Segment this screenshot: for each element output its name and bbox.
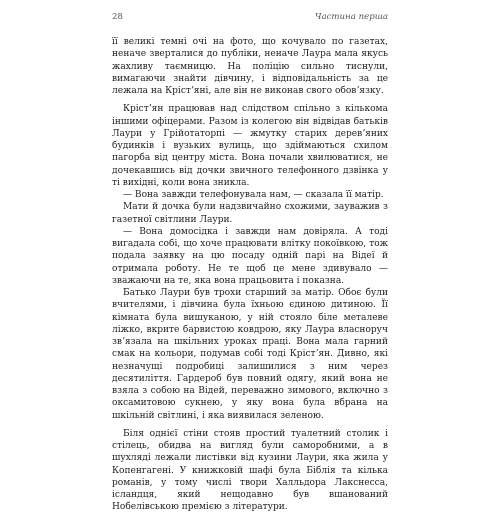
paragraph-4: Мати й дочка були надзвичайно схожими, зауважив з газетної світлини Лаури.	[112, 202, 388, 225]
paragraph-1: її великі темні очі на фото, що кочувало по газетах, неначе зверталися до публіки, неначе Лаура мала якусь жахливу таємницю. На поліцію сильно тиснули, вимагаючи знайти дівчину, і відповідальність за це лежала на Крістʼяні, але він не виконав свого обовʼязку.	[112, 37, 388, 96]
body-text	[112, 36, 388, 514]
paragraph-5: — Вона домосідка і завжди нам довіряла. А тоді вигадала собі, що хоче працювати влітку покоївкою, тож подала заявку на цю посаду одній парі на Відеї й отримала роботу. Не те щоб це мене здивувало — зважаючи на те, яка вона працьовита і показна.	[112, 226, 388, 286]
running-head: Частина перша	[314, 12, 388, 22]
page-header	[112, 12, 388, 24]
paragraph-6: Батько Лаури був трохи старший за матір. Обоє були вчителями, і дівчина була їхньою єдиною дитиною. Її кімната була вишуканою, у ній стояло біле металеве ліжко, вкрите барвистою ковдрою, яку Лаура власноруч звʼязала на шкільних уроках праці. Вона мала гарний смак на кольори, подумав собі тоді Крістʼян. Дивно, які незначущі подробиці залишилися з ним через десятиліття. Гардероб був повний одягу, який вона не взяла з собою на Відей, переважно зимового, включно з оксамитовою сукнею, у яку вона була вбрана на шкільній світлині, і яка виявилася зеленою.	[112, 288, 388, 421]
paragraph-7: Біля однієї стіни стояв простий туалетний столик і стілець, обидва на вигляд були саморобними, а в шухляді лежали листівки від кузини Лаури, яка жила у Копенгагені. У книжковій шафі була Біблія та кілька романів, у тому числі твори Халльдора Лакснесса, ісландця, який нещодавно був вшанований Нобелівською премією з літератури.	[112, 428, 388, 513]
paragraph-3: — Вона завжди телефонувала нам, — сказала її матір.	[123, 190, 384, 200]
page-number: 28	[112, 12, 123, 22]
paragraph-2: Крістʼян працював над слідством спільно з кількома іншими офіцерами. Разом із колегою він відвідав батьків Лаури у Грійотаторпі — жмутку старих деревʼяних будинків і вузьких вулиць, що здіймаються схилом пагорба від центру міста. Вона почали хвилюватися, не дочекавшись від дочки звичного телефонного дзвінка у ті вихідні, коли вона зникла.	[112, 104, 388, 188]
